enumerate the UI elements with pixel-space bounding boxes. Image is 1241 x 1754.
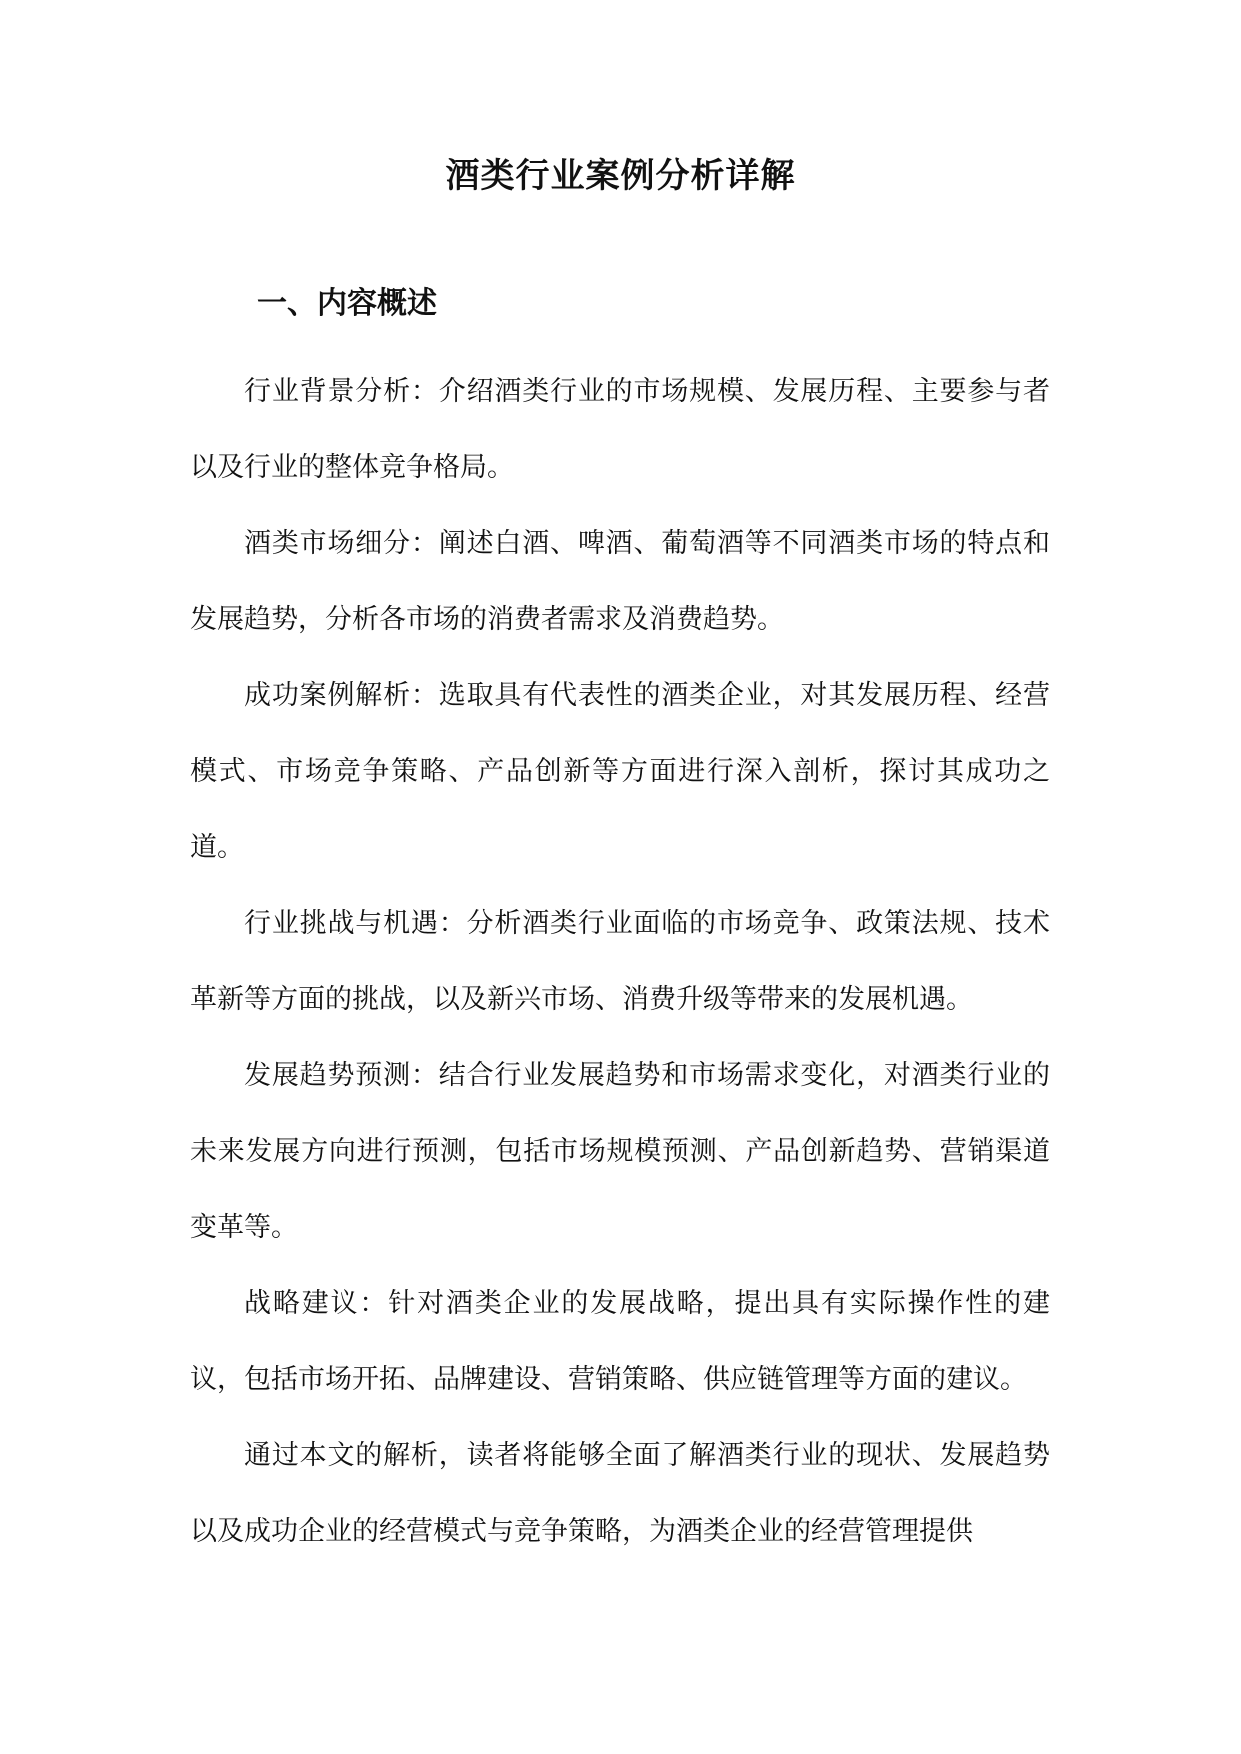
paragraph-market-segmentation: 酒类市场细分：阐述白酒、啤酒、葡萄酒等不同酒类市场的特点和发展趋势，分析各市场的消费者需求及消费趋势。 xyxy=(190,528,1050,635)
paragraph-industry-background: 行业背景分析：介绍酒类行业的市场规模、发展历程、主要参与者以及行业的整体竞争格局。 xyxy=(190,376,1050,483)
document-title: 酒类行业案例分析详解 xyxy=(445,156,796,196)
paragraph-conclusion: 通过本文的解析，读者将能够全面了解酒类行业的现状、发展趋势以及成功企业的经营模式与竞争策略，为酒类企业的经营管理提供 xyxy=(190,1440,1050,1547)
section-heading: 一、内容概述 xyxy=(257,286,437,321)
paragraph-strategy-advice: 战略建议：针对酒类企业的发展战略，提出具有实际操作性的建议，包括市场开拓、品牌建设、营销策略、供应链管理等方面的建议。 xyxy=(190,1288,1050,1395)
paragraph-trend-forecast: 发展趋势预测：结合行业发展趋势和市场需求变化，对酒类行业的未来发展方向进行预测，包括市场规模预测、产品创新趋势、营销渠道变革等。 xyxy=(190,1060,1050,1243)
paragraph-success-cases: 成功案例解析：选取具有代表性的酒类企业，对其发展历程、经营模式、市场竞争策略、产品创新等方面进行深入剖析，探讨其成功之道。 xyxy=(190,680,1050,863)
paragraph-challenges-opportunities: 行业挑战与机遇：分析酒类行业面临的市场竞争、政策法规、技术革新等方面的挑战，以及新兴市场、消费升级等带来的发展机遇。 xyxy=(190,908,1050,1015)
body-text xyxy=(190,354,1050,1570)
